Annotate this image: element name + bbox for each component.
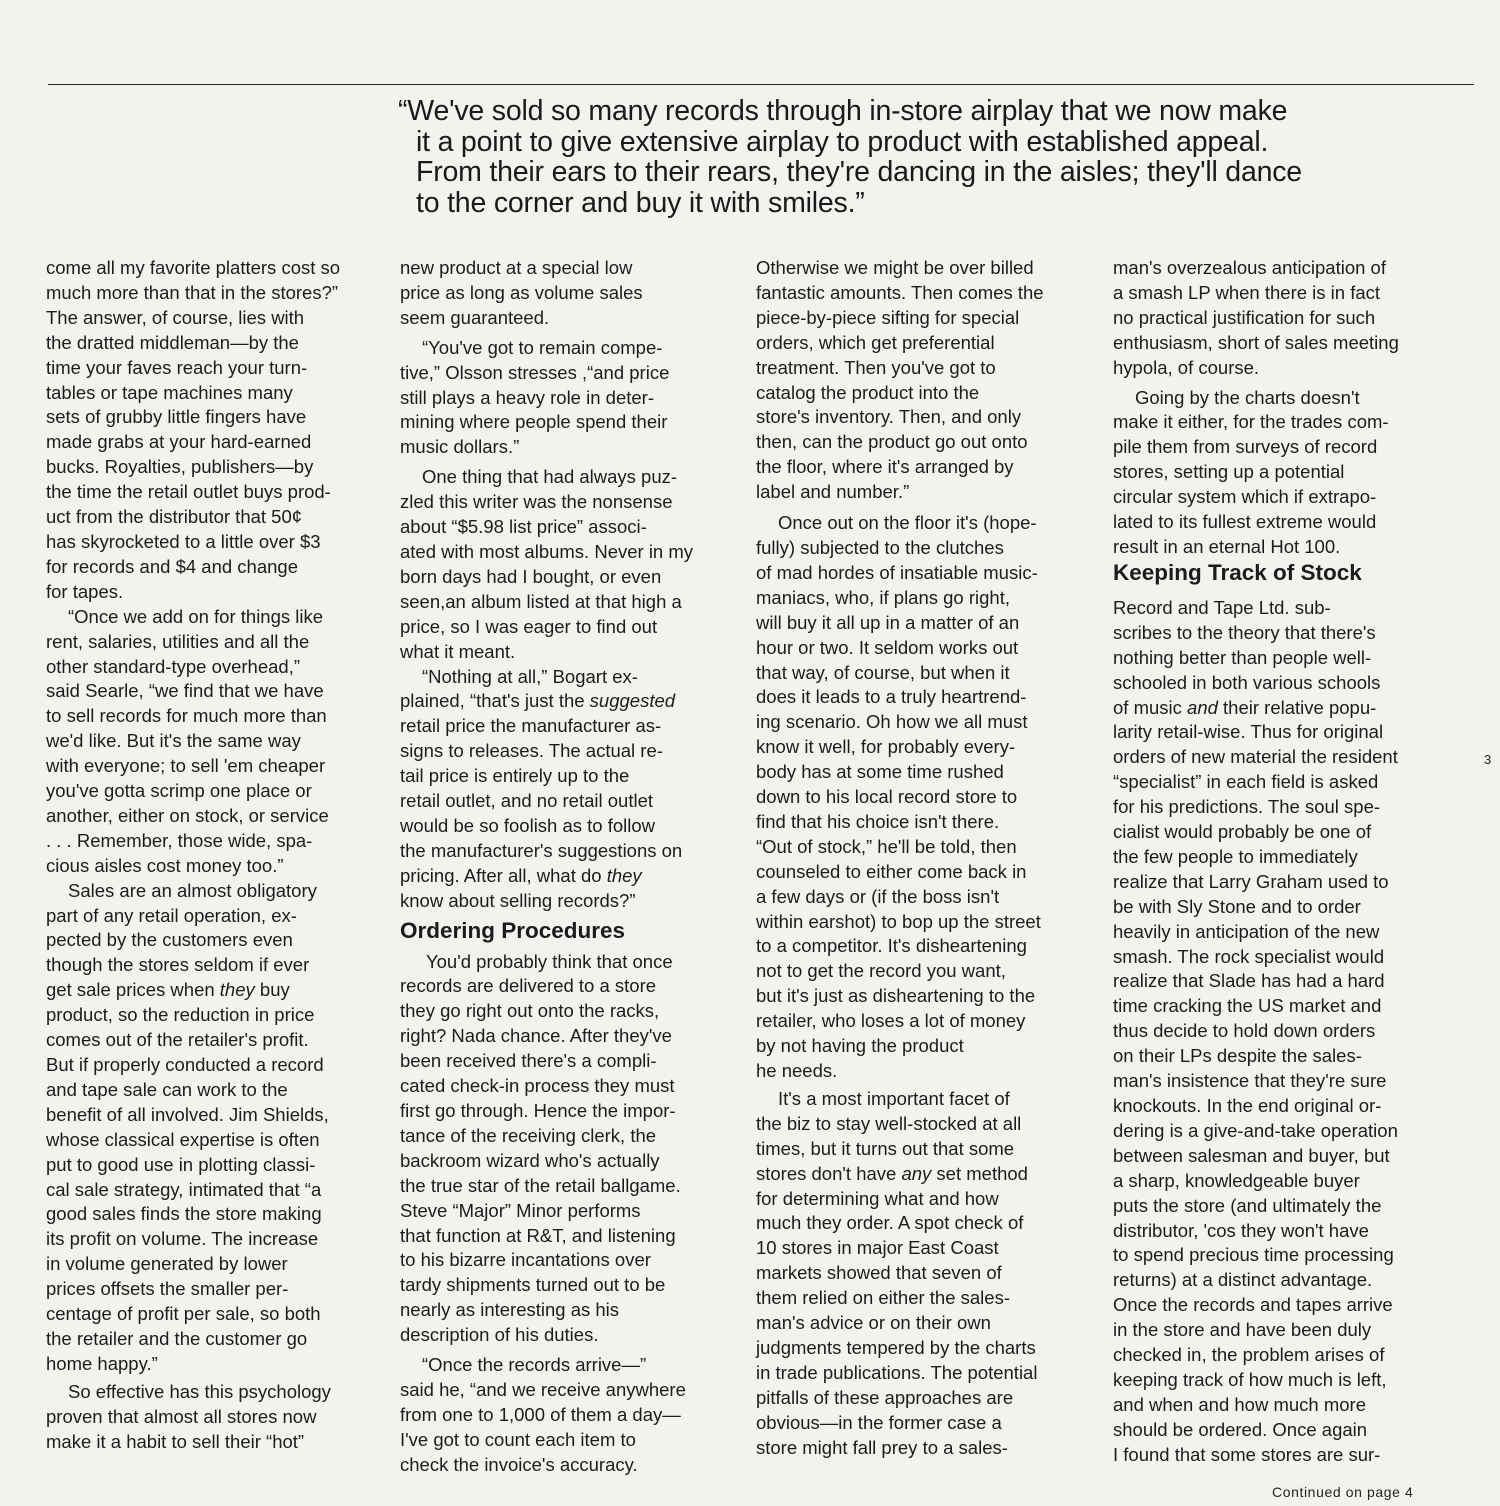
article-column-2 — [400, 256, 732, 1478]
text-line: a sharp, knowledgeable buyer — [1113, 1169, 1360, 1191]
emphasis-text: they — [606, 864, 642, 886]
text-line: a smash LP when there is in fact — [1113, 281, 1381, 303]
paragraph — [1113, 386, 1445, 560]
text-line: them relied on either the sales- — [756, 1287, 1010, 1309]
text-line: nearly as interesting as his — [400, 1299, 620, 1321]
text-line: down to his local record store to — [756, 786, 1018, 808]
text-line — [756, 1162, 1088, 1187]
text-line: to sell records for much more than — [46, 705, 327, 727]
text-line: enthusiasm, short of sales meeting — [1113, 331, 1399, 353]
text-line: body has at some time rushed — [756, 761, 1004, 783]
text-line: scribes to the theory that there's — [1113, 621, 1376, 643]
text-line: hour or two. It seldom works out — [756, 636, 1019, 658]
text-line: comes out of the retailer's profit. — [46, 1029, 309, 1051]
text-line: seem guaranteed. — [400, 306, 550, 328]
text-line: that way, of course, but when it — [756, 661, 1010, 683]
text-line: cal sale strategy, intimated that “a — [46, 1178, 322, 1200]
text-line: the manufacturer's suggestions on — [400, 839, 683, 861]
text-line — [400, 689, 732, 714]
text-line: home happy.” — [46, 1352, 158, 1374]
text-line: has skyrocketed to a little over $3 — [46, 530, 321, 552]
article-column-3 — [756, 256, 1088, 1461]
text-line: put to good use in plotting classi- — [46, 1153, 316, 1175]
text-line: The answer, of course, lies with — [46, 306, 305, 328]
text-line: time cracking the US market and — [1113, 995, 1382, 1017]
section-heading: Ordering Procedures — [400, 917, 626, 943]
text-line: should be ordered. Once again — [1113, 1418, 1368, 1440]
text-line: cious aisles cost money too.” — [46, 854, 284, 876]
text-line: dering is a give-and-take operation — [1113, 1119, 1398, 1141]
text-line: that function at R&T, and listening — [400, 1224, 676, 1246]
text-line: still plays a heavy role in deter- — [400, 386, 654, 408]
text-line: of mad hordes of insatiable music- — [756, 561, 1038, 583]
text-line: obvious—in the former case a — [756, 1411, 1002, 1433]
text-line: fantastic amounts. Then comes the — [756, 281, 1044, 303]
text-fragment: set method — [931, 1162, 1028, 1184]
text-line: ing scenario. Oh how we all must — [756, 711, 1028, 733]
text-line: pitfalls of these approaches are — [756, 1386, 1014, 1408]
text-line: make it a habit to sell their “hot” — [46, 1430, 305, 1452]
text-line: tables or tape machines many — [46, 381, 293, 403]
text-line: check the invoice's accuracy. — [400, 1453, 638, 1475]
text-line: for records and $4 and change — [46, 555, 298, 577]
text-line: man's insistence that they're sure — [1113, 1070, 1387, 1092]
text-line: You'd probably think that once — [426, 950, 673, 972]
text-line: piece-by-piece sifting for special — [756, 306, 1020, 328]
text-line: between salesman and buyer, but — [1113, 1144, 1390, 1166]
text-fragment: buy — [254, 979, 290, 1001]
paragraph — [46, 879, 378, 904]
text-line: been received there's a compli- — [400, 1050, 657, 1072]
text-line: ated with most albums. Never in my — [400, 540, 694, 562]
text-line: know it well, for probably every- — [756, 736, 1016, 758]
text-line: right? Nada chance. After they've — [400, 1025, 672, 1047]
article-column-1 — [46, 256, 378, 1455]
text-line: the few people to immediately — [1113, 845, 1358, 867]
text-line: mining where people spend their — [400, 411, 668, 433]
text-line: about “$5.98 list price” associ- — [400, 516, 647, 538]
text-line: we'd like. But it's the same way — [46, 730, 301, 752]
paragraph — [756, 511, 1088, 1084]
text-line: new product at a special low — [400, 257, 633, 278]
article-column-4 — [1113, 256, 1445, 1468]
text-line: markets showed that seven of — [756, 1262, 1002, 1284]
text-line: Once out on the floor it's (hope- — [778, 512, 1037, 534]
text-line: lated to its fullest extreme would — [1113, 511, 1377, 533]
pull-quote-line: to the corner and buy it with smiles.” — [416, 186, 865, 219]
text-line: prices offsets the smaller per- — [46, 1278, 289, 1300]
pull-quote-line: From their ears to their rears, they're dancing in the aisles; they'll dance — [416, 156, 1302, 188]
text-line: realize that Larry Graham used to — [1113, 870, 1389, 892]
text-line: records are delivered to a store — [400, 975, 657, 997]
text-line: they go right out onto the racks, — [400, 1000, 660, 1022]
text-line: other standard-type overhead,” — [46, 655, 301, 677]
text-line: store might fall prey to a sales- — [756, 1436, 1008, 1458]
text-line: though the stores seldom if ever — [46, 954, 310, 976]
text-line: “You've got to remain compe- — [422, 336, 663, 358]
text-line: time your faves reach your turn- — [46, 356, 308, 378]
text-line: store's inventory. Then, and only — [756, 406, 1022, 428]
text-line: from one to 1,000 of them a day— — [400, 1403, 681, 1425]
text-line: for determining what and how — [756, 1187, 999, 1209]
text-line: seen,an album listed at that high a — [400, 590, 682, 612]
text-line: nothing better than people well- — [1113, 646, 1372, 668]
text-line: Sales are an almost obligatory — [68, 879, 317, 901]
text-line: for his predictions. The soul spe- — [1113, 796, 1381, 818]
text-line: tail price is entirely up to the — [400, 765, 630, 787]
text-line: benefit of all involved. Jim Shields, — [46, 1103, 329, 1125]
text-line: catalog the product into the — [756, 381, 980, 403]
text-line: cialist would probably be one of — [1113, 821, 1372, 843]
text-line — [46, 978, 378, 1003]
text-line: I've got to count each item to — [400, 1428, 636, 1450]
text-fragment: get sale prices when — [46, 979, 220, 1001]
continued-note: Continued on page 4 — [1272, 1484, 1414, 1500]
text-line: but it's just as disheartening to the — [756, 985, 1036, 1007]
emphasis-text: they — [219, 979, 255, 1001]
paragraph — [400, 1353, 732, 1478]
text-line: made grabs at your hard-earned — [46, 431, 312, 453]
text-line: keeping track of how much is left, — [1113, 1368, 1387, 1390]
pull-quote — [398, 96, 1408, 218]
text-line: much they order. A spot check of — [756, 1212, 1024, 1234]
text-line: counseled to either come back in — [756, 860, 1027, 882]
text-fragment: of music — [1113, 696, 1188, 718]
text-line: not to get the record you want, — [756, 960, 1006, 982]
text-line: times, but it turns out that some — [756, 1137, 1015, 1159]
text-line: to a competitor. It's disheartening — [756, 935, 1027, 957]
text-line: within earshot) to bop up the street — [756, 910, 1041, 932]
text-line: pected by the customers even — [46, 929, 293, 951]
text-line: said he, “and we receive anywhere — [400, 1378, 686, 1400]
text-line: the floor, where it's arranged by — [756, 456, 1014, 478]
text-line: the biz to stay well-stocked at all — [756, 1112, 1022, 1134]
text-line: and tape sale can work to the — [46, 1078, 288, 1100]
text-line — [1113, 696, 1445, 721]
text-line: the true star of the retail ballgame. — [400, 1174, 681, 1196]
text-line: Record and Tape Ltd. sub- — [1113, 596, 1331, 618]
paragraph — [756, 256, 1088, 505]
text-line: what it meant. — [400, 640, 516, 662]
text-line: then, can the product go out onto — [756, 431, 1028, 453]
text-line: find that his choice isn't there. — [756, 810, 1000, 832]
text-line: you've gotta scrimp one place or — [46, 780, 312, 802]
text-line: It's a most important facet of — [778, 1087, 1010, 1109]
text-line: for tapes. — [46, 580, 124, 602]
paragraph — [756, 1087, 1088, 1461]
emphasis-text: and — [1187, 696, 1218, 718]
text-line: larity retail-wise. Thus for original — [1113, 721, 1384, 743]
text-line: One thing that had always puz- — [422, 466, 678, 488]
text-line: its profit on volume. The increase — [46, 1228, 319, 1250]
paragraph — [1113, 256, 1445, 381]
text-line: in volume generated by lower — [46, 1253, 288, 1275]
text-line: the retailer and the customer go — [46, 1327, 308, 1349]
text-line: the time the retail outlet buys prod- — [46, 481, 331, 503]
text-line: thus decide to hold down orders — [1113, 1020, 1376, 1042]
text-line: retail outlet, and no retail outlet — [400, 790, 653, 812]
paragraph — [46, 904, 378, 1377]
text-line: puts the store (and ultimately the — [1113, 1194, 1382, 1216]
text-line: to spend precious time processing — [1113, 1244, 1394, 1266]
text-fragment: plained, “that's just the — [400, 690, 590, 712]
text-line: 10 stores in major East Coast — [756, 1237, 999, 1259]
text-line: a few days or (if the boss isn't — [756, 885, 1000, 907]
text-line: tive,” Olsson stresses ,“and price — [400, 361, 670, 383]
text-line: another, either on stock, or service — [46, 804, 329, 826]
text-line: stores, setting up a potential — [1113, 461, 1345, 483]
text-fragment: pricing. After all, what do — [400, 864, 607, 886]
text-line: . . . Remember, those wide, spa- — [46, 829, 313, 851]
text-line: uct from the distributor that 50¢ — [46, 506, 303, 528]
text-line: heavily in anticipation of the new — [1113, 920, 1380, 942]
text-line: smash. The rock specialist would — [1113, 945, 1385, 967]
text-line: result in an eternal Hot 100. — [1113, 535, 1341, 557]
text-line: fully) subjected to the clutches — [756, 536, 1004, 558]
text-line: first go through. Hence the impor- — [400, 1100, 676, 1121]
text-line: music dollars.” — [400, 436, 520, 458]
text-line: no practical justification for such — [1113, 306, 1376, 328]
text-line: Once the records and tapes arrive — [1113, 1294, 1393, 1316]
text-line: maniacs, who, if plans go right, — [756, 586, 1010, 608]
text-line: with everyone; to sell 'em cheaper — [46, 755, 326, 777]
pull-quote-line: “We've sold so many records through in-store airplay that we now make — [398, 95, 1288, 127]
text-line: know about selling records?” — [400, 889, 636, 911]
page-number: 3 — [1484, 752, 1492, 767]
section-heading: Keeping Track of Stock — [1113, 559, 1362, 585]
text-line: bucks. Royalties, publishers—by — [46, 456, 314, 478]
text-line: orders of new material the resident — [1113, 746, 1398, 768]
text-line: centage of profit per sale, so both — [46, 1303, 321, 1325]
text-line: make it either, for the trades com- — [1113, 411, 1389, 433]
text-line: said Searle, “we find that we have — [46, 680, 324, 702]
text-line: part of any retail operation, ex- — [46, 904, 297, 926]
text-line: much more than that in the stores?” — [46, 281, 339, 303]
text-line: label and number.” — [756, 481, 910, 503]
text-line: tance of the receiving clerk, the — [400, 1124, 657, 1146]
text-line: signs to releases. The actual re- — [400, 740, 663, 762]
text-line: backroom wizard who's actually — [400, 1149, 660, 1171]
emphasis-text: suggested — [589, 690, 676, 712]
text-line: treatment. Then you've got to — [756, 356, 996, 378]
paragraph — [400, 950, 732, 1349]
text-line: in trade publications. The potential — [756, 1361, 1038, 1383]
text-line: whose classical expertise is often — [46, 1128, 320, 1150]
text-line: description of his duties. — [400, 1324, 599, 1346]
text-line: does it leads to a truly heartrend- — [756, 686, 1027, 708]
text-line: tardy shipments turned out to be — [400, 1274, 666, 1296]
text-line — [400, 864, 732, 889]
text-line: distributor, 'cos they won't have — [1113, 1219, 1369, 1241]
paragraph — [400, 256, 732, 331]
paragraph — [400, 465, 732, 664]
text-line: rent, salaries, utilities and all the — [46, 630, 310, 652]
text-line: man's overzealous anticipation of — [1113, 257, 1386, 278]
text-line: come all my favorite platters cost so — [46, 257, 341, 278]
text-line: schooled in both various schools — [1113, 671, 1381, 693]
text-line: Going by the charts doesn't — [1135, 386, 1360, 408]
text-line: to his bizarre incantations over — [400, 1249, 651, 1271]
text-line: proven that almost all stores now — [46, 1405, 317, 1427]
text-line: But if properly conducted a record — [46, 1054, 324, 1075]
text-line: “Once the records arrive—” — [422, 1354, 647, 1376]
text-line: would be so foolish as to follow — [400, 814, 656, 836]
text-line: realize that Slade has had a hard — [1113, 970, 1385, 992]
text-fragment: their relative popu- — [1217, 696, 1377, 718]
text-line: checked in, the problem arises of — [1113, 1344, 1385, 1366]
text-line: retailer, who loses a lot of money — [756, 1010, 1026, 1032]
text-line: by not having the product — [756, 1035, 964, 1057]
text-fragment: stores don't have — [756, 1162, 902, 1184]
paragraph — [46, 605, 378, 879]
text-line: Otherwise we might be over billed — [756, 257, 1034, 278]
text-line: So effective has this psychology — [68, 1380, 331, 1402]
text-line: judgments tempered by the charts — [756, 1336, 1036, 1358]
text-line: good sales finds the store making — [46, 1203, 322, 1225]
text-line: Steve “Major” Minor performs — [400, 1199, 641, 1221]
text-line: “Once we add on for things like — [68, 605, 324, 627]
paragraph — [1113, 596, 1445, 1468]
text-line: price as long as volume sales — [400, 281, 643, 303]
text-line: man's advice or on their own — [756, 1312, 991, 1334]
text-line: will buy it all up in a matter of an — [756, 611, 1020, 633]
text-line: the dratted middleman—by the — [46, 331, 299, 353]
text-line: on their LPs despite the sales- — [1113, 1045, 1362, 1067]
text-line: circular system which if extrapo- — [1113, 486, 1377, 508]
text-line: “Out of stock,” he'll be told, then — [756, 835, 1017, 857]
text-line: I found that some stores are sur- — [1113, 1443, 1381, 1465]
paragraph — [46, 1380, 378, 1455]
paragraph — [400, 665, 732, 914]
text-line: in the store and have been duly — [1113, 1319, 1372, 1341]
text-line: born days had I bought, or even — [400, 565, 662, 587]
text-line: cated check-in process they must — [400, 1075, 675, 1097]
text-line: hypola, of course. — [1113, 356, 1260, 378]
text-line: orders, which get preferential — [756, 331, 995, 353]
text-line: “Nothing at all,” Bogart ex- — [422, 665, 638, 687]
top-rule — [48, 84, 1474, 85]
text-line: “specialist” in each field is asked — [1113, 771, 1379, 793]
paragraph — [46, 256, 378, 605]
paragraph — [400, 336, 732, 461]
text-line: zled this writer was the nonsense — [400, 491, 673, 513]
text-line: pile them from surveys of record — [1113, 436, 1378, 458]
pull-quote-line: it a point to give extensive airplay to product with established appeal. — [416, 125, 1269, 158]
text-line: sets of grubby little fingers have — [46, 406, 307, 428]
text-line: be with Sly Stone and to order — [1113, 895, 1361, 917]
text-line: retail price the manufacturer as- — [400, 715, 662, 737]
emphasis-text: any — [901, 1162, 932, 1184]
text-line: price, so I was eager to find out — [400, 615, 658, 637]
text-line: product, so the reduction in price — [46, 1004, 315, 1026]
text-line: and when and how much more — [1113, 1393, 1366, 1415]
text-line: knockouts. In the end original or- — [1113, 1095, 1382, 1116]
text-line: he needs. — [756, 1060, 838, 1081]
text-line: returns) at a distinct advantage. — [1113, 1269, 1373, 1291]
